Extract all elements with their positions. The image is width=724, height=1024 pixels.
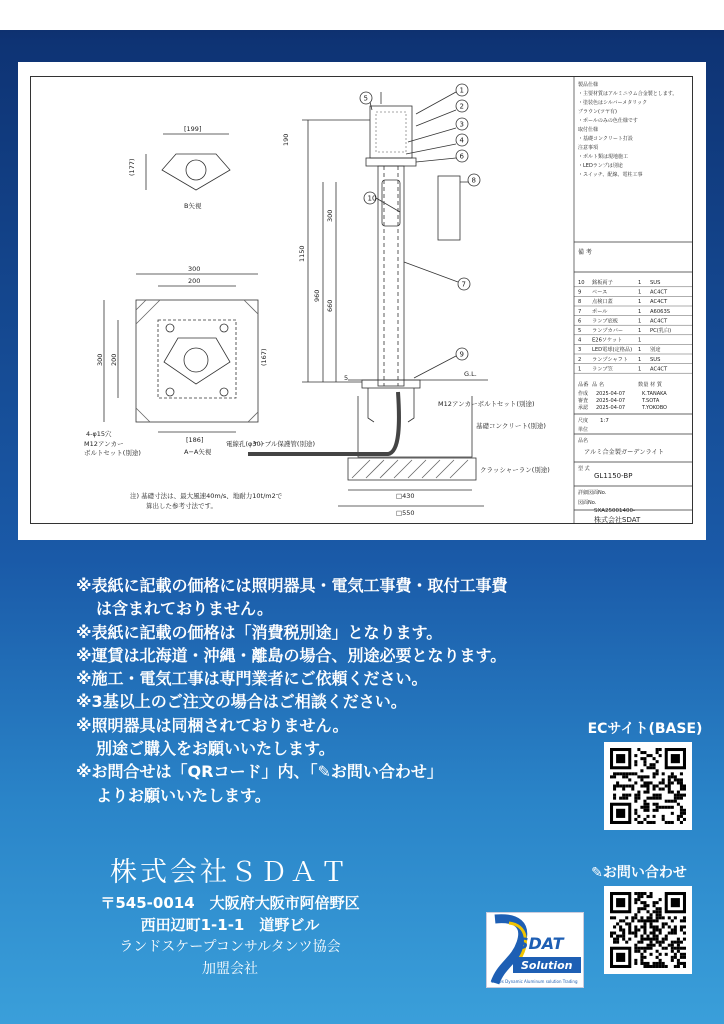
- title-block-company: 株式会社SDAT: [594, 516, 641, 524]
- spec-note-line: 注意事項: [578, 145, 599, 151]
- parts-column-header: 数量: [638, 382, 649, 388]
- parts-cell: PC(乳白): [650, 328, 672, 334]
- part-balloon-number: 3: [459, 120, 464, 129]
- part-balloon-number: 1: [459, 86, 464, 95]
- drawing-sheet: [18, 62, 706, 540]
- anchor-set-right-label: M12アンカーボルトセット(別途): [438, 400, 535, 408]
- parts-header: 備 考: [578, 249, 592, 256]
- unit-label: 単位: [578, 427, 589, 433]
- spec-note-line: ・ポールのみの色仕様です: [578, 118, 638, 124]
- approval-date: 2025-04-07: [596, 391, 626, 397]
- dim-base-outer: 300: [188, 265, 201, 273]
- approval-role: 承認: [578, 405, 589, 411]
- dim-pole-660: 660: [326, 299, 334, 312]
- company-association: ランドスケープコンサルタンツ協会: [119, 939, 341, 955]
- spec-note-line: ・主要材質はアルミニウム合金製とします。: [578, 91, 678, 97]
- base-outer-square: [136, 300, 258, 422]
- crusher-run-label: クラッシャーラン(別途): [480, 466, 550, 474]
- part-balloon-number: 9: [459, 350, 464, 359]
- contact-label: ✎お問い合わせ: [591, 865, 687, 881]
- approval-name: T.SOTA: [642, 398, 660, 404]
- approval-name: K.TANAKA: [642, 391, 667, 397]
- detail-drawing-label: 詳細図面No.: [578, 490, 607, 496]
- part-balloon-number: 7: [461, 280, 466, 289]
- dim-base-right: (167): [260, 348, 268, 366]
- spec-note-line: ブラウン(ツヤ有): [578, 109, 617, 115]
- top-band: [0, 0, 724, 30]
- parts-cell: 6: [578, 318, 582, 325]
- parts-cell: ランプシャフト: [592, 356, 629, 363]
- dim-base-left-outer: 300: [96, 353, 104, 366]
- logo-tagline: Shows Dynamic Aluminum solution Trading: [491, 979, 578, 984]
- parts-cell: 1: [638, 299, 642, 306]
- dim-base-inner: 200: [188, 277, 201, 285]
- model-number: GL1150-BP: [594, 472, 633, 480]
- spec-note-line: 取付仕様: [578, 127, 599, 133]
- parts-cell: 1: [638, 356, 642, 363]
- dim-top-height: (177): [128, 158, 136, 176]
- parts-cell: SUS: [650, 356, 661, 363]
- dim-pole-5: 5: [344, 374, 349, 382]
- parts-cell: 1: [638, 337, 642, 344]
- parts-cell: ランプカバー: [592, 328, 624, 334]
- part-balloon-number: 6: [459, 152, 464, 161]
- parts-cell: 点検口蓋: [592, 299, 613, 306]
- parts-cell: 1: [638, 347, 642, 354]
- note-line: ※3基以上のご注文の場合はご相談ください。: [76, 692, 407, 712]
- note-line: 別途ご購入をお願いいたします。: [96, 739, 335, 759]
- dim-pole-1150: 1150: [298, 245, 306, 262]
- parts-cell: 7: [578, 308, 582, 315]
- view-b-label: B矢視: [184, 202, 202, 210]
- dim-pole-300: 300: [326, 209, 334, 222]
- parts-cell: 9: [578, 289, 582, 296]
- parts-cell: E26ソケット: [592, 337, 623, 344]
- dim-pole-190: 190: [282, 133, 290, 146]
- parts-cell: AC4CT: [650, 299, 668, 306]
- part-balloon-number: 2: [459, 102, 464, 111]
- drawing-number: SXA25001400-: [594, 508, 636, 514]
- model-label: 型 式: [578, 466, 590, 472]
- company-name: 株式会社ＳＤＡＴ: [110, 857, 350, 888]
- ground-level-label: G.L.: [464, 370, 477, 378]
- approval-date: 2025-04-07: [596, 405, 626, 411]
- note-line: ※表紙に記載の価格には照明器具・電気工事費・取付工事費: [76, 576, 508, 595]
- parts-cell: AC4CT: [650, 366, 668, 373]
- top-view-shape: [162, 154, 230, 190]
- spec-note-line: ・塗装色はシルバーメタリック: [578, 100, 648, 106]
- parts-column-header: 品 名: [592, 382, 605, 388]
- parts-cell: 1: [638, 366, 642, 373]
- approval-date: 2025-04-07: [596, 398, 626, 404]
- dim-base-bottom: [186]: [186, 436, 204, 444]
- technical-drawing: [18, 62, 706, 540]
- parts-cell: 1: [638, 318, 642, 325]
- dim-pole-960: 960: [313, 289, 321, 302]
- contact-qr-code[interactable]: [604, 886, 692, 974]
- parts-cell: ベース: [592, 289, 608, 296]
- note-line: よりお願いいたします。: [96, 785, 271, 805]
- dim-foundation-430: □430: [396, 492, 415, 500]
- spec-note-line: ・ボルト類は現地施工: [578, 154, 629, 160]
- note-line: ※お問合せは「QRコード」内、「✎お問い合わせ」: [76, 762, 443, 782]
- note-line: ※表紙に記載の価格は「消費税別途」となります。: [76, 622, 443, 642]
- scale-value: 1:7: [600, 418, 609, 424]
- spec-note-line: ・基礎コンクリート打設: [578, 136, 633, 142]
- ec-site-label: ECサイト(BASE): [587, 721, 703, 737]
- parts-cell: LED電球(定格品): [592, 347, 633, 354]
- note-line: は含まれておりません。: [96, 599, 273, 619]
- logo-sub-text: Solution: [521, 959, 573, 972]
- parts-column-header: 材 質: [650, 382, 663, 388]
- view-aa-label: A−A矢視: [184, 448, 212, 456]
- anchor-set-label: ボルトセット(別途): [84, 449, 141, 457]
- parts-cell: ポール: [592, 308, 608, 315]
- dim-base-left-inner: 200: [110, 353, 118, 366]
- base-plate: [362, 380, 420, 388]
- parts-cell: 別途: [650, 347, 661, 354]
- sdat-solution-logo: [486, 912, 584, 988]
- footnote-line: 算出した参考寸法です。: [146, 502, 217, 510]
- concrete-label: 基礎コンクリート(別途): [476, 422, 546, 430]
- parts-cell: A6063S: [650, 308, 671, 315]
- parts-cell: ランプ底板: [592, 318, 618, 325]
- spec-note-line: ・LEDランプは別途: [578, 163, 623, 169]
- company-membership: 加盟会社: [202, 961, 258, 977]
- cable-hole-label: 電線孔(φ30): [226, 440, 264, 448]
- anchor-hole-label: 4-φ15穴: [86, 430, 112, 438]
- parts-cell: 10: [578, 280, 585, 286]
- company-postal-address: 〒545-0014 大阪府大阪市阿倍野区: [100, 894, 360, 912]
- part-balloon-number: 4: [459, 136, 464, 145]
- spec-note-line: ・スイッチ、配線、電柱工事: [578, 172, 643, 178]
- logo-main-text: SDAT: [517, 934, 564, 953]
- parts-cell: AC4CT: [650, 289, 668, 296]
- parts-cell: AC4CT: [650, 318, 668, 325]
- parts-cell: 1: [578, 366, 582, 373]
- dim-top-width: [199]: [184, 125, 202, 133]
- parts-column-header: 品番: [578, 382, 589, 388]
- parts-cell: 1: [638, 280, 642, 286]
- parts-cell: 1: [638, 289, 642, 296]
- note-line: ※照明器具は同梱されておりません。: [76, 715, 349, 735]
- parts-cell: 3: [578, 347, 582, 354]
- approval-role: 作成: [578, 391, 589, 397]
- name-label: 品名: [578, 438, 589, 444]
- drawing-number-label: 図面No.: [578, 500, 597, 506]
- dim-foundation-550: □550: [396, 509, 415, 517]
- part-balloon-number: 8: [471, 176, 476, 185]
- anchor-set-label: M12アンカー: [84, 440, 124, 448]
- note-line: ※施工・電気工事は専門業者にご依頼ください。: [76, 669, 428, 689]
- parts-cell: 2: [578, 356, 582, 363]
- parts-cell: 8: [578, 299, 582, 306]
- parts-cell: SUS: [650, 280, 661, 286]
- ec-site-qr-code[interactable]: [604, 742, 692, 830]
- scale-label: 尺度: [578, 418, 589, 424]
- cable-pipe-label: ケーブル保護管(別途): [252, 440, 315, 448]
- parts-cell: 5: [578, 328, 582, 334]
- footnote-line: 注) 基礎寸法は、最大風速40m/s、地耐力10t/m2で: [130, 492, 283, 500]
- note-line: ※運賃は北海道・沖縄・離島の場合、別途必要となります。: [76, 645, 507, 665]
- approval-role: 審査: [578, 398, 589, 404]
- company-street-address: 西田辺町1-1-1 道野ビル: [140, 916, 320, 934]
- part-balloon-number: 10: [367, 194, 377, 203]
- parts-cell: 銘板両子: [592, 280, 613, 286]
- product-name: アルミ合金製ガーデンライト: [584, 449, 664, 456]
- parts-cell: 4: [578, 337, 582, 344]
- parts-cell: 1: [638, 328, 642, 334]
- part-balloon-number: 5: [363, 94, 368, 103]
- approval-name: T.YOKOBO: [642, 405, 667, 411]
- spec-note-line: 製品仕様: [578, 82, 599, 88]
- parts-cell: ランプ笠: [592, 366, 613, 373]
- parts-cell: 1: [638, 308, 642, 315]
- notes-block: [76, 574, 636, 807]
